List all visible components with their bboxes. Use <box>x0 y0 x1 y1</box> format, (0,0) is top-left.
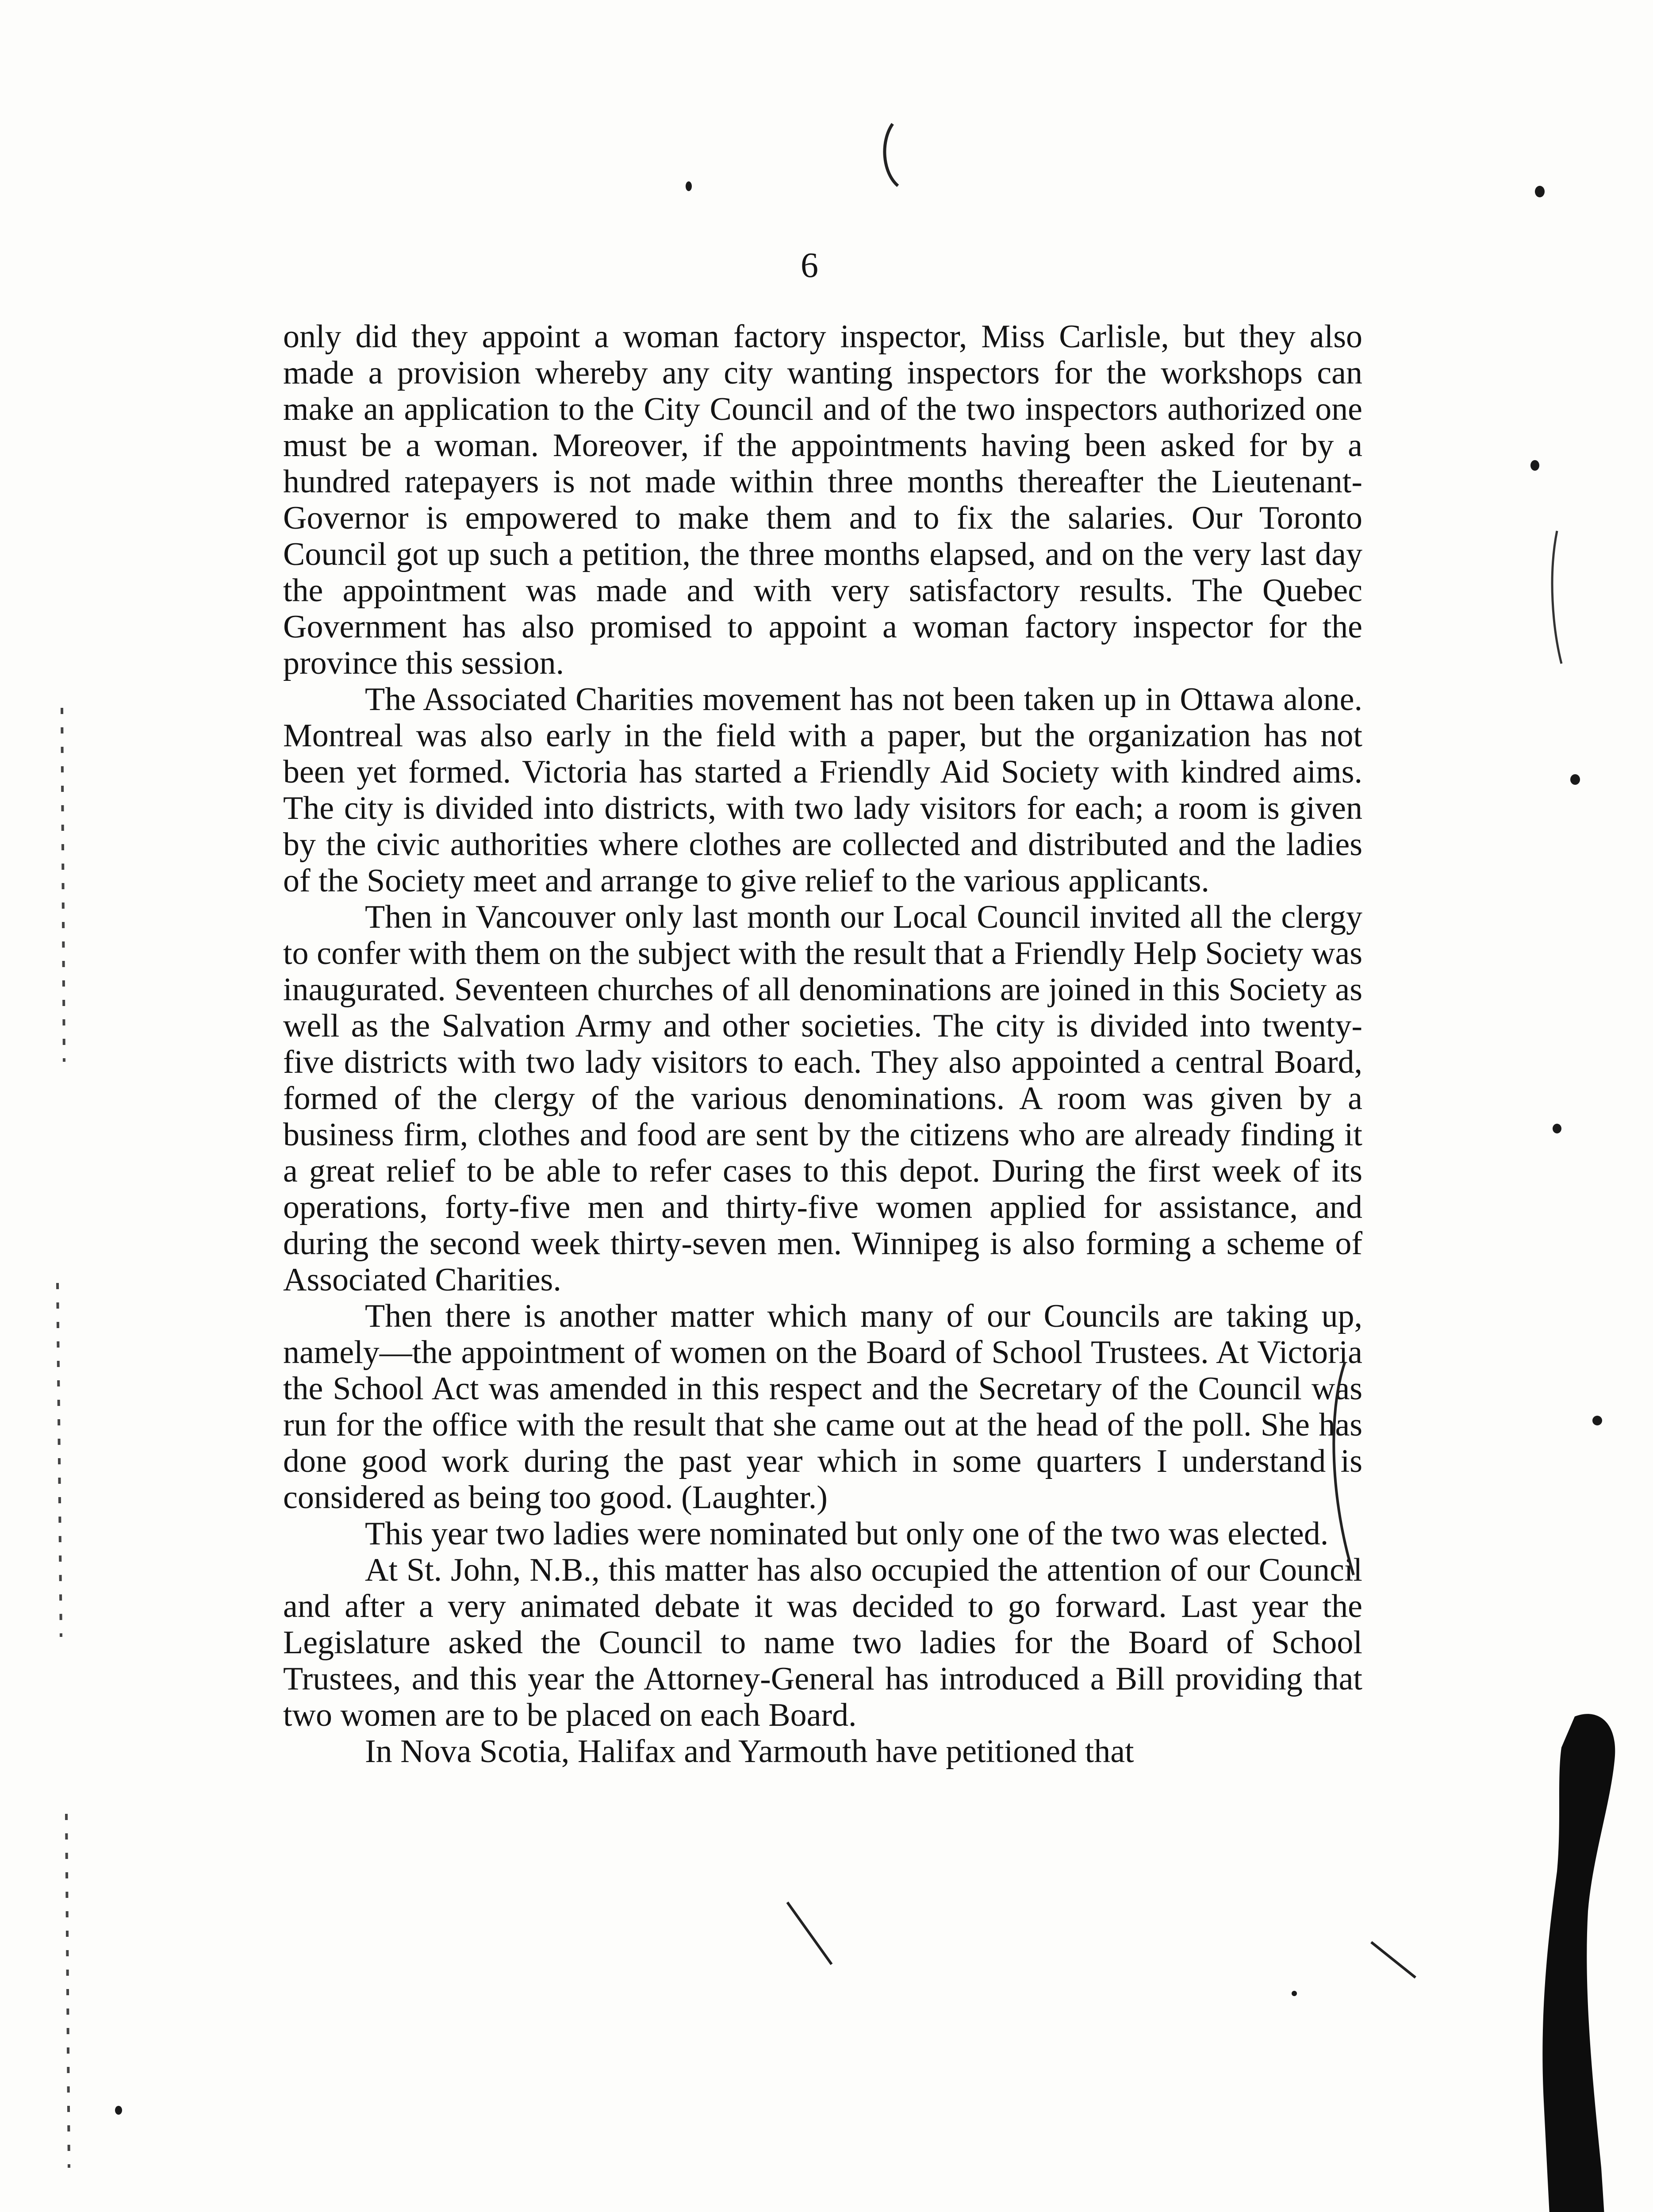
left-edge-speckle <box>58 708 69 2168</box>
speck <box>1553 1124 1561 1133</box>
right-pencil-mark <box>1552 531 1561 664</box>
paragraph-7: In Nova Scotia, Halifax and Yarmouth have petitioned that <box>365 1733 1134 1770</box>
paragraph-3: Then in Vancouver only last month our Local Council invited all the clergy to confer with them on the subject with the result that a Friendly Help Society was inaugurated. Seventeen churches of all denominations are joined in this Society as well as the Salvation Army and other societies. The city is divided into twenty-five districts with two lady visitors to each. They also appointed a central Board, formed of the clergy of the various denominations. A room was given by a business firm, clothes and food are sent by the citizens who are already finding it a great relief to be able to refer cases to this depot. During the first week of its operations, forty-five men and thirty-five women applied for assistance, and during the second week thirty-seven men. Winnipeg is also forming a scheme of Associated Charities. <box>283 899 1362 1298</box>
speck <box>115 2106 122 2115</box>
paragraph-5: This year two ladies were nominated but only one of the two was elected. <box>365 1516 1329 1552</box>
pen-stroke-lower <box>787 1902 832 1964</box>
paragraph-4: Then there is another matter which many of our Councils are taking up, namely—the appointment of women on the Board of School Trustees. At Victoria the School Act was amended in this respect and the Secretary of the Council was run for the office with the result that she came out at the head of the poll. She has done good work during the past year which in some quarters I understand is considered as being too good. (Laughter.) <box>283 1298 1362 1516</box>
right-margin-blot <box>1542 1714 1615 2212</box>
paragraph-1: only did they appoint a woman factory inspector, Miss Carlisle, but they also made a provision whereby any city wanting inspectors for the workshops can make an application to the City Council and of the two inspectors authorized one must be a woman. Moreover, if the appointments having been asked for by a hundred ratepayers is not made within three months thereafter the Lieutenant-Governor is empowered to make them and to fix the salaries. Our Toronto Council got up such a petition, the three months elapsed, and on the very last day the appointment was made and with very satisfactory results. The Quebec Government has also promised to appoint a woman factory inspector for the province this session. <box>283 319 1362 681</box>
paragraph-6: At St. John, N.B., this matter has also occupied the attention of our Council and after a very animated debate it was decided to go forward. Last year the Legislature asked the Council to name two ladies for the Board of School Trustees, and this year the Attorney-General has introduced a Bill providing that two women are to be placed on each Board. <box>283 1552 1362 1733</box>
body-text <box>283 319 1362 1770</box>
speck <box>1535 186 1545 197</box>
speck <box>686 181 692 191</box>
paragraph-2: The Associated Charities movement has not been taken up in Ottawa alone. Montreal was also early in the field with a paper, but the organization has not been yet formed. Victoria has started a Friendly Aid Society with kindred aims. The city is divided into districts, with two lady visitors for each; a room is given by the civic authorities where clothes are collected and distributed and the ladies of the Society meet and arrange to give relief to the various applicants. <box>283 681 1362 899</box>
speck <box>1592 1416 1602 1425</box>
diagonal-mark <box>1371 1942 1415 1978</box>
speck <box>1570 774 1580 785</box>
page-number: 6 <box>801 246 818 285</box>
speck <box>1292 1991 1297 1996</box>
ink-stroke-top <box>885 124 898 186</box>
speck <box>1530 460 1539 471</box>
